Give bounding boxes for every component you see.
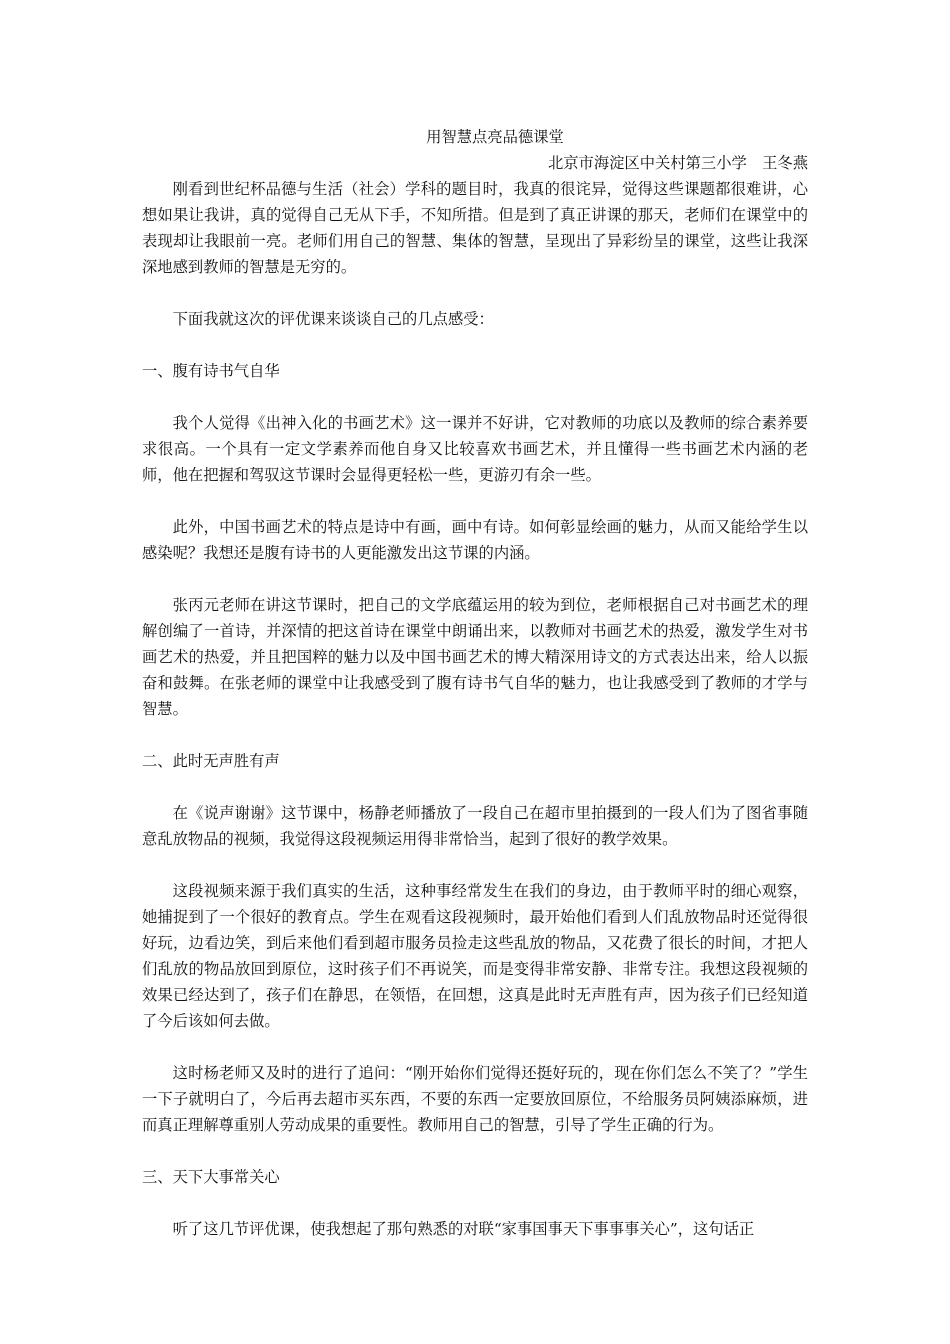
section-3-paragraph-1: 听了这几节评优课，使我想起了那句熟悉的对联“家事国事天下事事事关心”，这句话正 [172, 1220, 755, 1238]
document-author: 北京市海淀区中关村第三小学 王冬燕 [547, 154, 808, 172]
section-3-heading: 三、天下大事常关心 [142, 1168, 280, 1186]
document-body [142, 124, 808, 1242]
intro-paragraph-1: 刚看到世纪杯品德与生活（社会）学科的题目时，我真的很诧异，觉得这些课题都很难讲，心想如果让我讲，真的觉得自己无从下手，不知所措。但是到了真正讲课的那天，老师们在课堂中的表现却让我眼前一亮。老师们用自己的智慧、集体的智慧，呈现出了异彩纷呈的课堂，这些让我深深地感到教师的智慧是无穷的。 [142, 180, 808, 276]
section-1-paragraph-2: 此外，中国书画艺术的特点是诗中有画，画中有诗。如何彰显绘画的魅力，从而又能给学生以感染呢？我想还是腹有诗书的人更能激发出这节课的内涵。 [142, 518, 808, 562]
section-1-paragraph-1: 我个人觉得《出神入化的书画艺术》这一课并不好讲，它对教师的功底以及教师的综合素养要求很高。一个具有一定文学素养而他自身又比较喜欢书画艺术，并且懂得一些书画艺术内涵的老师，他在把握和驾驭这节课时会显得更轻松一些，更游刃有余一些。 [142, 414, 808, 484]
section-2-paragraph-3: 这时杨老师又及时的进行了追问：“刚开始你们觉得还挺好玩的，现在你们怎么不笑了？”学生一下子就明白了，今后再去超市买东西，不要的东西一定要放回原位，不给服务员阿姨添麻烦，进而真正理解尊重别人劳动成果的重要性。教师用自己的智慧，引导了学生正确的行为。 [142, 1064, 808, 1134]
section-2-heading: 二、此时无声胜有声 [142, 752, 280, 770]
intro-paragraph-2: 下面我就这次的评优课来谈谈自己的几点感受： [172, 310, 494, 328]
section-2-paragraph-1: 在《说声谢谢》这节课中，杨静老师播放了一段自己在超市里拍摄到的一段人们为了图省事随意乱放物品的视频，我觉得这段视频运用得非常恰当，起到了很好的教学效果。 [142, 804, 808, 848]
section-1-heading: 一、腹有诗书气自华 [142, 362, 280, 380]
section-1-paragraph-3: 张丙元老师在讲这节课时，把自己的文学底蕴运用的较为到位，老师根据自己对书画艺术的理解创编了一首诗，并深情的把这首诗在课堂中朗诵出来，以教师对书画艺术的热爱，激发学生对书画艺术的热爱，并且把国粹的魅力以及中国书画艺术的博大精深用诗文的方式表达出来，给人以振奋和鼓舞。在张老师的课堂中让我感受到了腹有诗书气自华的魅力，也让我感受到了教师的才学与智慧。 [142, 596, 808, 718]
section-2-paragraph-2: 这段视频来源于我们真实的生活，这种事经常发生在我们的身边，由于教师平时的细心观察，她捕捉到了一个很好的教育点。学生在观看这段视频时，最开始他们看到人们乱放物品时还觉得很好玩，边看边笑，到后来他们看到超市服务员捡走这些乱放的物品，又花费了很长的时间，才把人们乱放的物品放回到原位，这时孩子们不再说笑，而是变得非常安静、非常专注。我想这段视频的效果已经达到了，孩子们在静思，在领悟，在回想，这真是此时无声胜有声，因为孩子们已经知道了今后该如何去做。 [142, 882, 808, 1030]
document-title: 用智慧点亮品德课堂 [426, 128, 564, 146]
